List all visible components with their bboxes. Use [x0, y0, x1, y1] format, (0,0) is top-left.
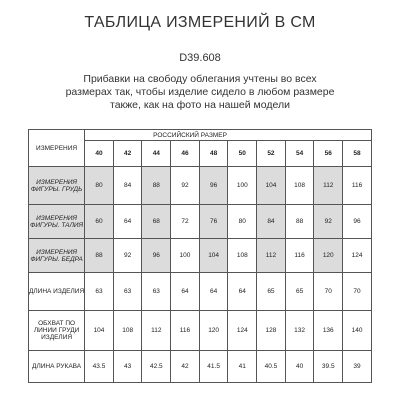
size-header: 40 [85, 141, 114, 167]
table-cell: 64 [171, 273, 200, 311]
table-cell: 70 [343, 273, 372, 311]
size-header: 54 [285, 141, 314, 167]
row-label: ИЗМЕРЕНИЯ ФИГУРЫ. ТАЛИЯ [29, 205, 85, 239]
table-cell: 116 [285, 239, 314, 273]
table-cell: 40 [285, 351, 314, 383]
table-cell: 104 [257, 167, 286, 205]
table-cell: 116 [343, 167, 372, 205]
table-cell: 63 [142, 273, 171, 311]
size-header: 46 [171, 141, 200, 167]
table-cell: 39.5 [314, 351, 343, 383]
table-cell: 100 [171, 239, 200, 273]
row-label: ДЛИНА РУКАВА [29, 351, 85, 383]
table-cell: 76 [199, 205, 228, 239]
table-cell: 128 [257, 311, 286, 351]
table-cell: 68 [142, 205, 171, 239]
table-cell: 80 [228, 205, 257, 239]
table-cell: 70 [314, 273, 343, 311]
table-row [29, 205, 372, 239]
table-cell: 43.5 [85, 351, 114, 383]
table-cell: 88 [285, 205, 314, 239]
table-row [29, 273, 372, 311]
size-header: 52 [257, 141, 286, 167]
table-cell: 100 [228, 167, 257, 205]
table-cell: 40.5 [257, 351, 286, 383]
table-cell: 72 [171, 205, 200, 239]
table-cell: 92 [171, 167, 200, 205]
table-cell: 84 [257, 205, 286, 239]
table-cell: 92 [113, 239, 142, 273]
table-row [29, 239, 372, 273]
table-cell: 60 [85, 205, 114, 239]
table-cell: 104 [199, 239, 228, 273]
size-header: 44 [142, 141, 171, 167]
table-cell: 96 [343, 205, 372, 239]
table-row [29, 351, 372, 383]
table-cell: 41 [228, 351, 257, 383]
table-cell: 124 [228, 311, 257, 351]
product-code: D39.608 [179, 52, 221, 64]
table-cell: 80 [85, 167, 114, 205]
table-cell: 92 [314, 205, 343, 239]
table-cell: 104 [85, 311, 114, 351]
table-cell: 65 [257, 273, 286, 311]
table-row [29, 167, 372, 205]
corner-label: ИЗМЕРЕНИЯ [29, 130, 85, 167]
size-header: 50 [228, 141, 257, 167]
table-cell: 108 [228, 239, 257, 273]
group-header: РОССИЙСКИЙ РАЗМЕР [85, 130, 372, 141]
table-cell: 120 [199, 311, 228, 351]
table-cell: 65 [285, 273, 314, 311]
table-cell: 124 [343, 239, 372, 273]
table-cell: 140 [343, 311, 372, 351]
table-cell: 108 [285, 167, 314, 205]
row-label: ИЗМЕРЕНИЯ ФИГУРЫ. ГРУДЬ [29, 167, 85, 205]
table-cell: 42.5 [142, 351, 171, 383]
table-cell: 96 [142, 239, 171, 273]
table-cell: 88 [85, 239, 114, 273]
table-cell: 116 [171, 311, 200, 351]
table-cell: 112 [142, 311, 171, 351]
size-header: 56 [314, 141, 343, 167]
fit-note: Прибавки на свободу облегания учтены во всех размерах так, чтобы изделие сидело в любом размере также, как на фото на нашей модели [65, 73, 335, 111]
size-header: 48 [199, 141, 228, 167]
table-cell: 84 [113, 167, 142, 205]
table-row [29, 311, 372, 351]
table-cell: 112 [314, 167, 343, 205]
table-cell: 120 [314, 239, 343, 273]
table-cell: 63 [113, 273, 142, 311]
page-title: ТАБЛИЦА ИЗМЕРЕНИЙ В СМ [84, 14, 316, 31]
table-cell: 136 [314, 311, 343, 351]
row-label: ДЛИНА ИЗДЕЛИЯ [29, 273, 85, 311]
table-cell: 64 [228, 273, 257, 311]
table-cell: 64 [113, 205, 142, 239]
table-cell: 132 [285, 311, 314, 351]
row-label: ИЗМЕРЕНИЯ ФИГУРЫ. БЕДРА [29, 239, 85, 273]
table-cell: 88 [142, 167, 171, 205]
table-header-row-group [29, 130, 372, 141]
table-cell: 112 [257, 239, 286, 273]
size-header: 42 [113, 141, 142, 167]
table-cell: 42 [171, 351, 200, 383]
size-table [28, 129, 372, 383]
table-cell: 41.5 [199, 351, 228, 383]
table-cell: 43 [113, 351, 142, 383]
table-cell: 63 [85, 273, 114, 311]
table-cell: 108 [113, 311, 142, 351]
size-header: 58 [343, 141, 372, 167]
table-cell: 96 [199, 167, 228, 205]
table-cell: 39 [343, 351, 372, 383]
table-cell: 64 [199, 273, 228, 311]
row-label: ОБХВАТ ПО ЛИНИИ ГРУДИ ИЗДЕЛИЯ [29, 311, 85, 351]
